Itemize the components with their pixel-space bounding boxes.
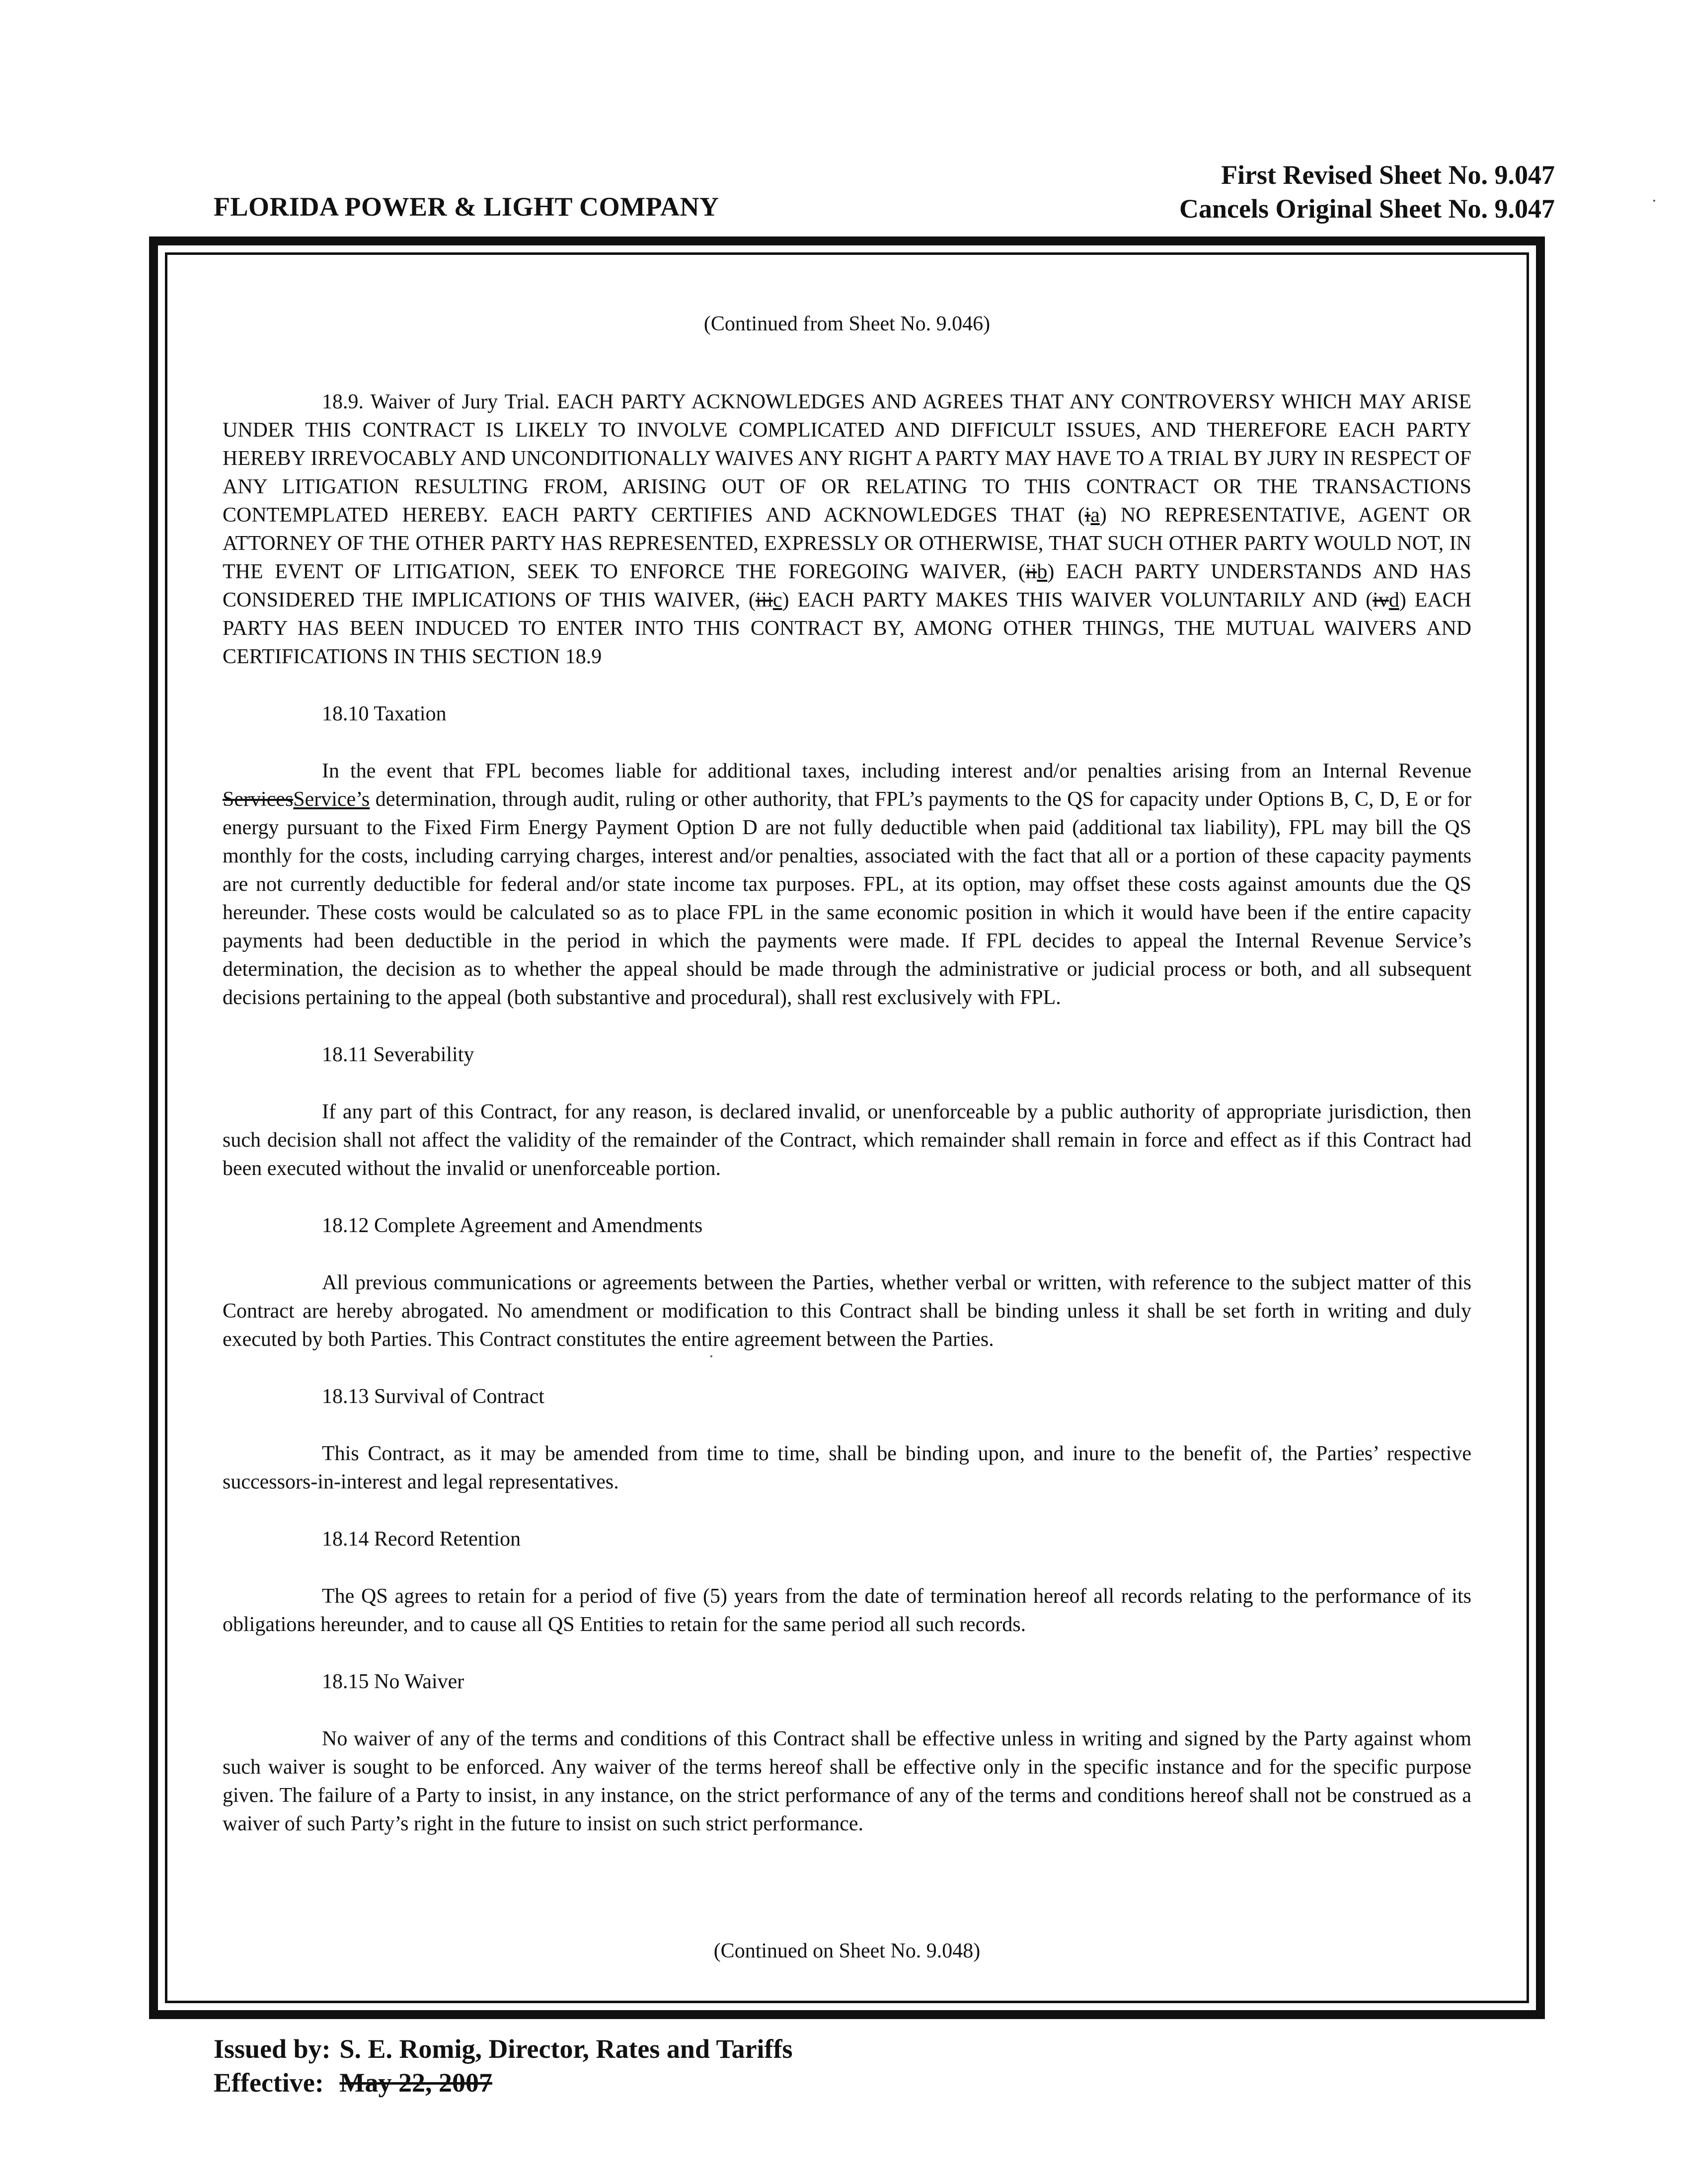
- deleted-marker-a: i: [1084, 504, 1091, 527]
- inserted-marker-c: c: [772, 589, 782, 612]
- effective-line: [214, 2066, 793, 2100]
- section-18-9-text-4: ) EACH PARTY MAKES THIS WAIVER VOLUNTARILY AND (: [782, 589, 1373, 612]
- section-18-13-heading: 18.13 Survival of Contract: [322, 1385, 544, 1408]
- section-18-14-heading: 18.14 Record Retention: [322, 1528, 521, 1551]
- cancelled-sheet-number: Cancels Original Sheet No. 9.047: [1179, 194, 1555, 224]
- issued-by-value: S. E. Romig, Director, Rates and Tariffs: [339, 2034, 793, 2064]
- section-18-13-survival-text: This Contract, as it may be amended from time to time, shall be binding upon, and inure to the benefit of, the Parties’ respective successors-in-interest and legal representatives.: [223, 1442, 1471, 1493]
- scan-speck: [710, 1355, 712, 1357]
- issuance-footer: [214, 2032, 793, 2100]
- section-18-12-heading: 18.12 Complete Agreement and Amendments: [322, 1214, 703, 1237]
- inserted-marker-a: a: [1090, 504, 1100, 527]
- issued-by-line: [214, 2032, 793, 2066]
- section-18-15-no-waiver-text: No waiver of any of the terms and conditions of this Contract shall be effective unless in writing and signed by the Party against whom such waiver is sought to be enforced. Any waiver of the terms hereof shall be effective only in the specific instance and for the specific purpose given. The failure of a Party to insist, in any instance, on the strict performance of any of the terms and conditions hereof shall not be construed as a waiver of such Party’s right in the future to insist on such strict performance.: [223, 1727, 1471, 1835]
- issued-by-label: Issued by:: [214, 2034, 331, 2064]
- deleted-marker-c: iii: [755, 589, 773, 612]
- company-name: FLORIDA POWER & LIGHT COMPANY: [214, 192, 719, 222]
- inserted-marker-b: b: [1037, 560, 1048, 583]
- deleted-marker-d: iv: [1373, 589, 1389, 612]
- section-18-10-heading: 18.10 Taxation: [322, 702, 447, 725]
- taxation-text-2: determination, through audit, ruling or other authority, that FPL’s payments to the QS for capacity under Options B, C, D, E or for energy pursuant to the Fixed Firm Energy Payment Option D are not fully deductible when paid (additional tax liability), FPL may bill the QS monthly for the costs, including carrying charges, interest and/or penalties, associated with the fact that all or a portion of these capacity payments are not currently deductible for federal and/or state income tax purposes. FPL, at its option, may offset these costs against amounts due the QS hereunder. These costs would be calculated so as to place FPL in the same economic position in which it would have been if the entire capacity payments had been deductible in the period in which the payments were made. If FPL decides to appeal the Internal Revenue Service’s determination, the decision as to whether the appeal should be made through the administrative or judicial process or both, and all subsequent decisions pertaining to the appeal (both substantive and procedural), shall rest exclusively with FPL.: [223, 788, 1471, 1009]
- section-18-9-text-5: ) EACH PARTY HAS BEEN INDUCED TO ENTER INTO THIS CONTRACT BY, AMONG OTHER THINGS, THE MUTUAL WAIVERS AND CERTIFICATIONS IN THIS SECTION 18.9: [223, 589, 1471, 668]
- inserted-word-service: Service’s: [293, 788, 370, 811]
- tariff-sheet-frame: [149, 236, 1545, 2019]
- scan-speck: [1653, 200, 1655, 202]
- sheet-number-block: [1179, 158, 1555, 226]
- effective-label: Effective:: [214, 2068, 324, 2098]
- section-18-11-heading: 18.11 Severability: [322, 1043, 474, 1066]
- section-18-9-text-3: ) EACH PARTY UNDERSTANDS AND HAS CONSIDERED THE IMPLICATIONS OF THIS WAIVER, (: [223, 560, 1471, 612]
- effective-date-struck: May 22, 2007: [339, 2068, 492, 2098]
- section-18-9-waiver-of-jury-trial: [223, 388, 1471, 671]
- tariff-content: [223, 310, 1471, 1867]
- taxation-text-1: In the event that FPL becomes liable for additional taxes, including interest and/or penalties arising from an Internal Revenue: [322, 760, 1471, 782]
- section-18-9-text-2: ) NO REPRESENTATIVE, AGENT OR ATTORNEY OF THE OTHER PARTY HAS REPRESENTED, EXPRESSLY OR OTHERWISE, THAT SUCH OTHER PARTY WOULD NOT, IN THE EVENT OF LITIGATION, SEEK TO ENFORCE THE FOREGOING WAIVER, (: [223, 504, 1471, 583]
- continued-from-note: (Continued from Sheet No. 9.046): [703, 312, 991, 335]
- continued-on-note: (Continued on Sheet No. 9.048): [713, 1940, 981, 1962]
- deleted-marker-b: ii: [1025, 560, 1037, 583]
- section-18-11-severability-text: If any part of this Contract, for any reason, is declared invalid, or unenforceable by a public authority of appropriate jurisdiction, then such decision shall not affect the validity of the remainder of the Contract, which remainder shall remain in force and effect as if this Contract had been executed without the invalid or unenforceable portion.: [223, 1100, 1471, 1180]
- revised-sheet-number: First Revised Sheet No. 9.047: [1221, 160, 1555, 190]
- deleted-word-services: Services: [223, 788, 294, 811]
- section-18-12-agreement-text: All previous communications or agreements between the Parties, whether verbal or written, with reference to the subject matter of this Contract are hereby abrogated. No amendment or modification to this Contract shall be binding unless it shall be set forth in writing and duly executed by both Parties. This Contract constitutes the entire agreement between the Parties.: [223, 1271, 1471, 1351]
- section-18-14-record-retention-text: The QS agrees to retain for a period of five (5) years from the date of termination hereof all records relating to the performance of its obligations hereunder, and to cause all QS Entities to retain for the same period all such records.: [223, 1585, 1471, 1636]
- section-18-15-heading: 18.15 No Waiver: [322, 1670, 464, 1693]
- section-18-10-taxation-text: [223, 757, 1471, 1012]
- inserted-marker-d: d: [1388, 589, 1399, 612]
- section-18-9-text-1: 18.9. Waiver of Jury Trial. EACH PARTY ACKNOWLEDGES AND AGREES THAT ANY CONTROVERSY WHICH MAY ARISE UNDER THIS CONTRACT IS LIKELY TO INVOLVE COMPLICATED AND DIFFICULT ISSUES, AND THEREFORE EACH PARTY HEREBY IRREVOCABLY AND UNCONDITIONALLY WAIVES ANY RIGHT A PARTY MAY HAVE TO A TRIAL BY JURY IN RESPECT OF ANY LITIGATION RESULTING FROM, ARISING OUT OF OR RELATING TO THIS CONTRACT OR THE TRANSACTIONS CONTEMPLATED HEREBY. EACH PARTY CERTIFIES AND ACKNOWLEDGES THAT (: [223, 390, 1471, 527]
